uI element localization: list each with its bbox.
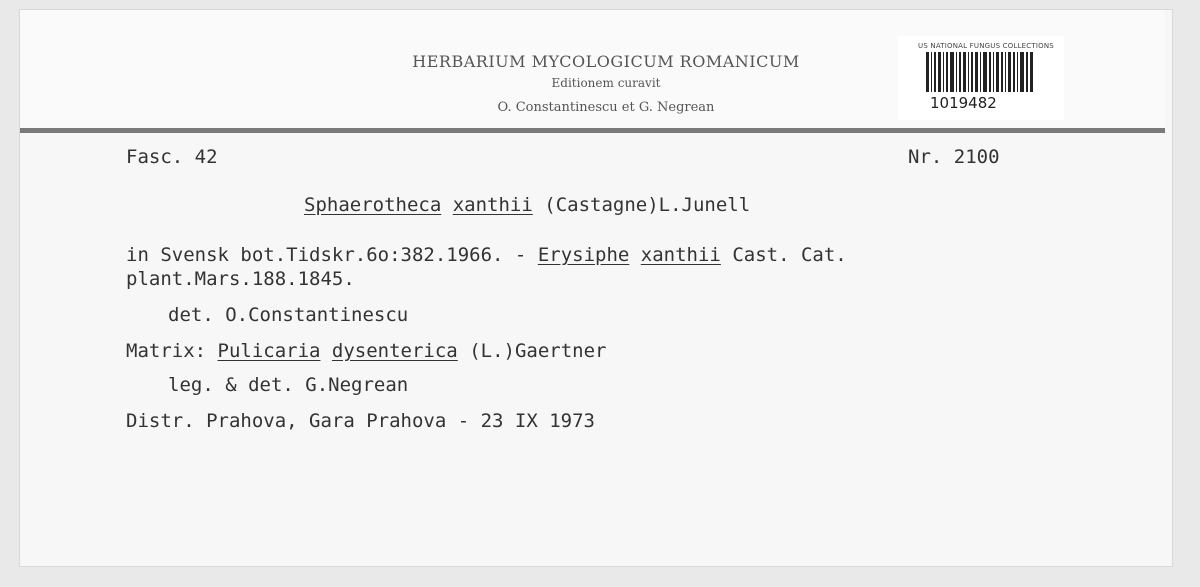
matrix-prefix: Matrix: bbox=[126, 340, 218, 362]
species-genus: Sphaerotheca bbox=[304, 194, 442, 216]
determiner-line: det. O.Constantinescu bbox=[168, 304, 409, 326]
specimen-number: Nr. 2100 bbox=[908, 146, 1000, 168]
host-genus: Pulicaria bbox=[217, 340, 321, 362]
basionym-genus: Erysiphe bbox=[537, 244, 630, 266]
host-author: (L.)Gaertner bbox=[469, 340, 607, 362]
reference-line-2: plant.Mars.188.1845. bbox=[126, 268, 355, 290]
basionym-epithet: xanthii bbox=[640, 244, 721, 266]
collector-line: leg. & det. G.Negrean bbox=[168, 374, 409, 396]
matrix-line bbox=[126, 340, 607, 362]
species-name bbox=[304, 194, 750, 216]
reference-prefix: in Svensk bot.Tidskr.6o:382.1966. - bbox=[126, 244, 538, 266]
locality-line: Distr. Prahova, Gara Prahova - 23 IX 1973 bbox=[126, 410, 595, 432]
barcode-number: 1019482 bbox=[930, 94, 997, 112]
barcode-collection-label: US NATIONAL FUNGUS COLLECTIONS bbox=[918, 42, 1054, 50]
species-epithet: xanthii bbox=[452, 194, 533, 216]
reference-suffix: Cast. Cat. bbox=[732, 244, 847, 266]
editor-subtitle: Editionem curavit bbox=[551, 76, 661, 90]
herbarium-title: HERBARIUM MYCOLOGICUM ROMANICUM bbox=[412, 52, 800, 71]
species-author: (Castagne)L.Junell bbox=[544, 194, 751, 216]
herbarium-label-sheet bbox=[20, 10, 1172, 566]
reference-line-1 bbox=[126, 244, 847, 266]
editors-names: O. Constantinescu et G. Negrean bbox=[497, 100, 715, 115]
header-divider bbox=[20, 128, 1165, 133]
barcode-sticker bbox=[898, 36, 1064, 120]
barcode-icon bbox=[926, 52, 1036, 92]
fascicle-number: Fasc. 42 bbox=[126, 146, 218, 168]
host-epithet: dysenterica bbox=[331, 340, 458, 362]
